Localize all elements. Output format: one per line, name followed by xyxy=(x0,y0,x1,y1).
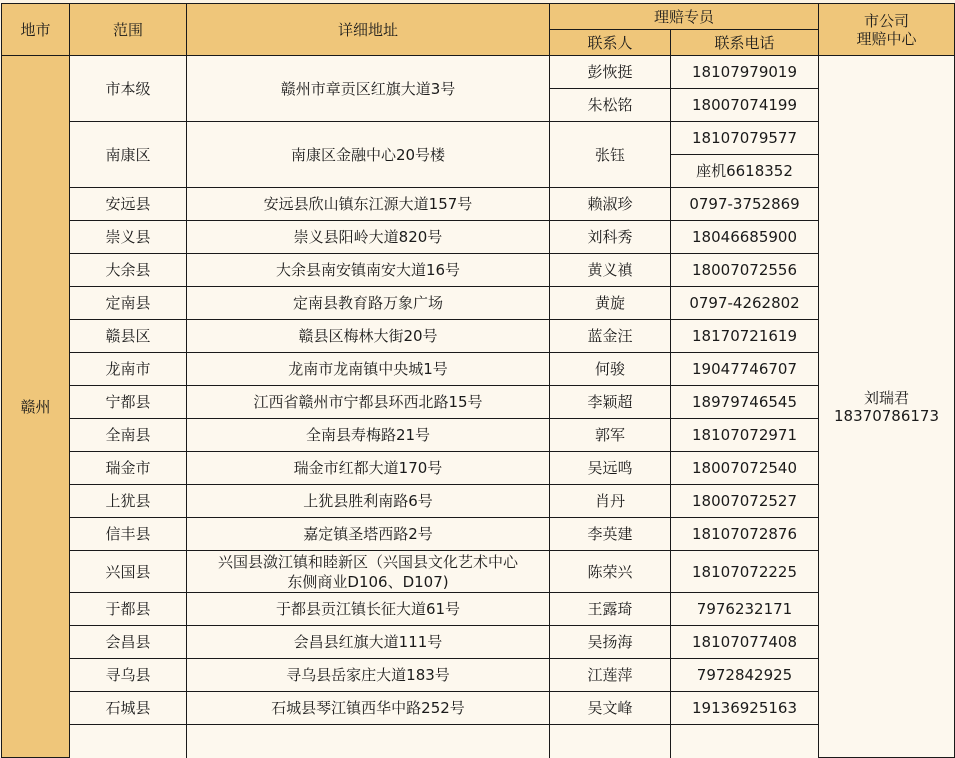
header-address: 详细地址 xyxy=(187,4,550,56)
table-row xyxy=(2,287,955,320)
phone-cell: 18007072527 xyxy=(671,485,819,518)
contact-cell: 赖淑珍 xyxy=(550,188,671,221)
address-cell: 安远县欣山镇东江源大道157号 xyxy=(187,188,550,221)
phone-cell: 18107079577 xyxy=(671,122,819,155)
contact-cell: 王露琦 xyxy=(550,593,671,626)
phone-cell: 7976232171 xyxy=(671,593,819,626)
address-cell: 南康区金融中心20号楼 xyxy=(187,122,550,188)
contact-cell: 吴文峰 xyxy=(550,692,671,725)
address-cell: 赣州市章贡区红旗大道3号 xyxy=(187,56,550,122)
scope-cell: 全南县 xyxy=(70,419,187,452)
contact-cell: 朱松铭 xyxy=(550,89,671,122)
scope-cell: 崇义县 xyxy=(70,221,187,254)
phone-cell: 18107077408 xyxy=(671,626,819,659)
table-row xyxy=(2,419,955,452)
contact-cell: 郭军 xyxy=(550,419,671,452)
address-cell xyxy=(187,551,550,593)
phone-cell: 18107072225 xyxy=(671,551,819,593)
center-name: 刘瑞君 xyxy=(864,388,910,407)
contact-cell: 黄旋 xyxy=(550,287,671,320)
contact-cell: 张钰 xyxy=(550,122,671,188)
address-cell: 寻乌县岳家庄大道183号 xyxy=(187,659,550,692)
table-row xyxy=(2,593,955,626)
table-row xyxy=(2,353,955,386)
scope-cell: 大余县 xyxy=(70,254,187,287)
address-line: 兴国县潋江镇和睦新区（兴国县文化艺术中心 xyxy=(217,552,518,571)
center-phone: 18370786173 xyxy=(834,406,939,425)
header-scope: 范围 xyxy=(70,4,187,56)
table-row xyxy=(2,122,955,155)
address-cell: 江西省赣州市宁都县环西北路15号 xyxy=(187,386,550,419)
table-row xyxy=(2,386,955,419)
table-row xyxy=(2,221,955,254)
address-cell: 瑞金市红都大道170号 xyxy=(187,452,550,485)
table-row xyxy=(2,518,955,551)
table-row xyxy=(2,692,955,725)
table-row xyxy=(2,626,955,659)
phone-cell: 19047746707 xyxy=(671,353,819,386)
address-line: 东侧商业D106、D107) xyxy=(287,572,449,591)
header-contact: 联系人 xyxy=(550,30,671,56)
scope-cell: 宁都县 xyxy=(70,386,187,419)
scope-cell: 安远县 xyxy=(70,188,187,221)
scope-cell: 会昌县 xyxy=(70,626,187,659)
address-cell: 上犹县胜利南路6号 xyxy=(187,485,550,518)
contact-cell: 吴扬海 xyxy=(550,626,671,659)
table-row-partial xyxy=(2,725,955,758)
scope-cell: 寻乌县 xyxy=(70,659,187,692)
contact-cell: 肖丹 xyxy=(550,485,671,518)
phone-cell: 0797-3752869 xyxy=(671,188,819,221)
phone-cell: 18107979019 xyxy=(671,56,819,89)
table-row xyxy=(2,320,955,353)
phone-cell: 18007072556 xyxy=(671,254,819,287)
table-row xyxy=(2,254,955,287)
header-center-line1: 市公司 xyxy=(864,11,910,30)
address-cell: 赣县区梅林大街20号 xyxy=(187,320,550,353)
table-row xyxy=(2,56,955,89)
phone-cell: 19136925163 xyxy=(671,692,819,725)
contact-cell: 何骏 xyxy=(550,353,671,386)
address-cell: 定南县教育路万象广场 xyxy=(187,287,550,320)
phone-cell: 18046685900 xyxy=(671,221,819,254)
table-row xyxy=(2,551,955,593)
phone-cell: 18007072540 xyxy=(671,452,819,485)
table-row xyxy=(2,659,955,692)
contact-cell: 吴远鸣 xyxy=(550,452,671,485)
address-cell: 崇义县阳岭大道820号 xyxy=(187,221,550,254)
contact-cell: 刘科秀 xyxy=(550,221,671,254)
scope-cell: 瑞金市 xyxy=(70,452,187,485)
address-cell: 全南县寿梅路21号 xyxy=(187,419,550,452)
phone-cell: 0797-4262802 xyxy=(671,287,819,320)
scope-cell: 于都县 xyxy=(70,593,187,626)
phone-cell: 18979746545 xyxy=(671,386,819,419)
header-specialist: 理赔专员 xyxy=(550,4,819,30)
table-row xyxy=(2,485,955,518)
address-cell: 嘉定镇圣塔西路2号 xyxy=(187,518,550,551)
phone-cell: 18007074199 xyxy=(671,89,819,122)
contact-cell: 彭恢挺 xyxy=(550,56,671,89)
phone-cell: 18107072876 xyxy=(671,518,819,551)
scope-cell: 石城县 xyxy=(70,692,187,725)
contact-cell: 蓝金汪 xyxy=(550,320,671,353)
header-city: 地市 xyxy=(2,4,70,56)
scope-cell: 信丰县 xyxy=(70,518,187,551)
contact-cell: 江莲萍 xyxy=(550,659,671,692)
contact-cell: 李颖超 xyxy=(550,386,671,419)
header-center-line2: 理赔中心 xyxy=(856,29,917,48)
center-cell xyxy=(819,56,955,758)
scope-cell: 龙南市 xyxy=(70,353,187,386)
phone-cell: 18107072971 xyxy=(671,419,819,452)
header-center xyxy=(819,4,955,56)
phone-cell: 7972842925 xyxy=(671,659,819,692)
scope-cell: 定南县 xyxy=(70,287,187,320)
scope-cell: 兴国县 xyxy=(70,551,187,593)
scope-cell: 南康区 xyxy=(70,122,187,188)
header-phone: 联系电话 xyxy=(671,30,819,56)
address-cell: 龙南市龙南镇中央城1号 xyxy=(187,353,550,386)
address-cell: 于都县贡江镇长征大道61号 xyxy=(187,593,550,626)
table-row xyxy=(2,188,955,221)
table-row xyxy=(2,452,955,485)
city-cell: 赣州 xyxy=(2,56,70,758)
contact-cell: 李英建 xyxy=(550,518,671,551)
address-cell: 大余县南安镇南安大道16号 xyxy=(187,254,550,287)
scope-cell: 赣县区 xyxy=(70,320,187,353)
address-cell: 石城县琴江镇西华中路252号 xyxy=(187,692,550,725)
scope-cell: 市本级 xyxy=(70,56,187,122)
address-cell: 会昌县红旗大道111号 xyxy=(187,626,550,659)
contact-cell: 陈荣兴 xyxy=(550,551,671,593)
scope-cell: 上犹县 xyxy=(70,485,187,518)
claims-contact-table xyxy=(1,3,955,758)
contact-cell: 黄义禛 xyxy=(550,254,671,287)
phone-cell: 座机6618352 xyxy=(671,155,819,188)
phone-cell: 18170721619 xyxy=(671,320,819,353)
